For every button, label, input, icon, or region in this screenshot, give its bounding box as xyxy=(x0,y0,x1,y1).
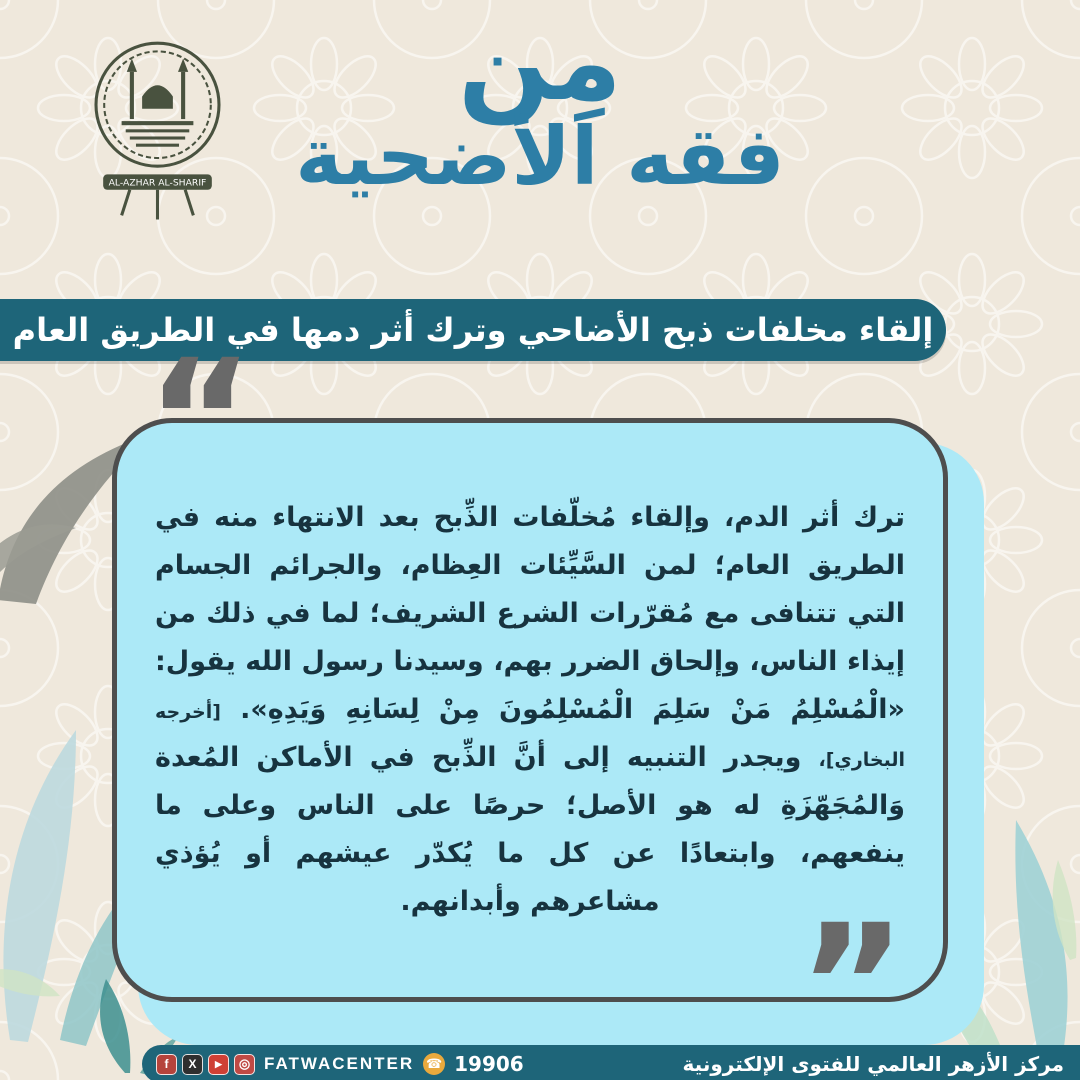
youtube-icon[interactable]: ▶ xyxy=(208,1054,229,1075)
footer-contact-group xyxy=(156,1052,524,1076)
al-azhar-logo xyxy=(90,35,225,240)
logo-caption: AL-AZHAR AL-SHARIF xyxy=(108,177,207,189)
quote-open-icon: “ xyxy=(146,324,255,516)
topic-banner-text: إلقاء مخلفات ذبح الأضاحي وترك أثر دمها في الطريق العام xyxy=(12,311,934,349)
topic-banner xyxy=(0,299,946,361)
footer-bar xyxy=(142,1045,1080,1080)
title-word-min: مِن xyxy=(457,0,623,125)
phone-icon: ☎ xyxy=(423,1053,445,1075)
quote-box xyxy=(112,418,948,1002)
hotline-number: 19906 xyxy=(454,1052,524,1076)
x-icon[interactable]: X xyxy=(182,1054,203,1075)
hadith-source: [أخرجه البخاري]، xyxy=(155,700,905,772)
title-fiqh-aludhiya: فقه الأضحية xyxy=(295,110,785,204)
fatwa-text xyxy=(155,494,905,926)
quote-close-icon: ” xyxy=(798,889,907,1080)
fatwa-text-part1: ترك أثر الدم، وإلقاء مُخلّفات الذِّبح بعد الانتهاء منه في الطريق العام؛ لمن السَّيِّئات العِظام، والجرائم الجسام التي تتنافى مع مُقرّرات الشرع الشريف؛ لما في ذلك من إيذاء الناس، وإلحاق الضرر بهم، وسيدنا رسول الله يقول: «الْمُسْلِمُ مَنْ سَلِمَ الْمُسْلِمُونَ مِنْ لِسَانِهِ وَيَدِهِ». xyxy=(155,501,905,725)
fatwa-text-part2: ويجدر التنبيه إلى أنَّ الذِّبح في الأماكن المُعدة وَالمُجَهّزَةِ له هو الأصل؛ حرصًا على الناس وعلى ما ينفعهم، وابتعادًا عن كل ما يُكدّر عيشهم أو يُؤذي مشاعرهم وأبدانهم. xyxy=(155,742,905,918)
facebook-icon[interactable]: f xyxy=(156,1054,177,1075)
instagram-icon[interactable]: ◎ xyxy=(234,1054,255,1075)
organization-name: مركز الأزهر العالمي للفتوى الإلكترونية xyxy=(682,1052,1064,1076)
title-calligraphy xyxy=(270,0,810,204)
social-handle: FATWACENTER xyxy=(264,1054,415,1073)
social-icons xyxy=(156,1054,255,1075)
